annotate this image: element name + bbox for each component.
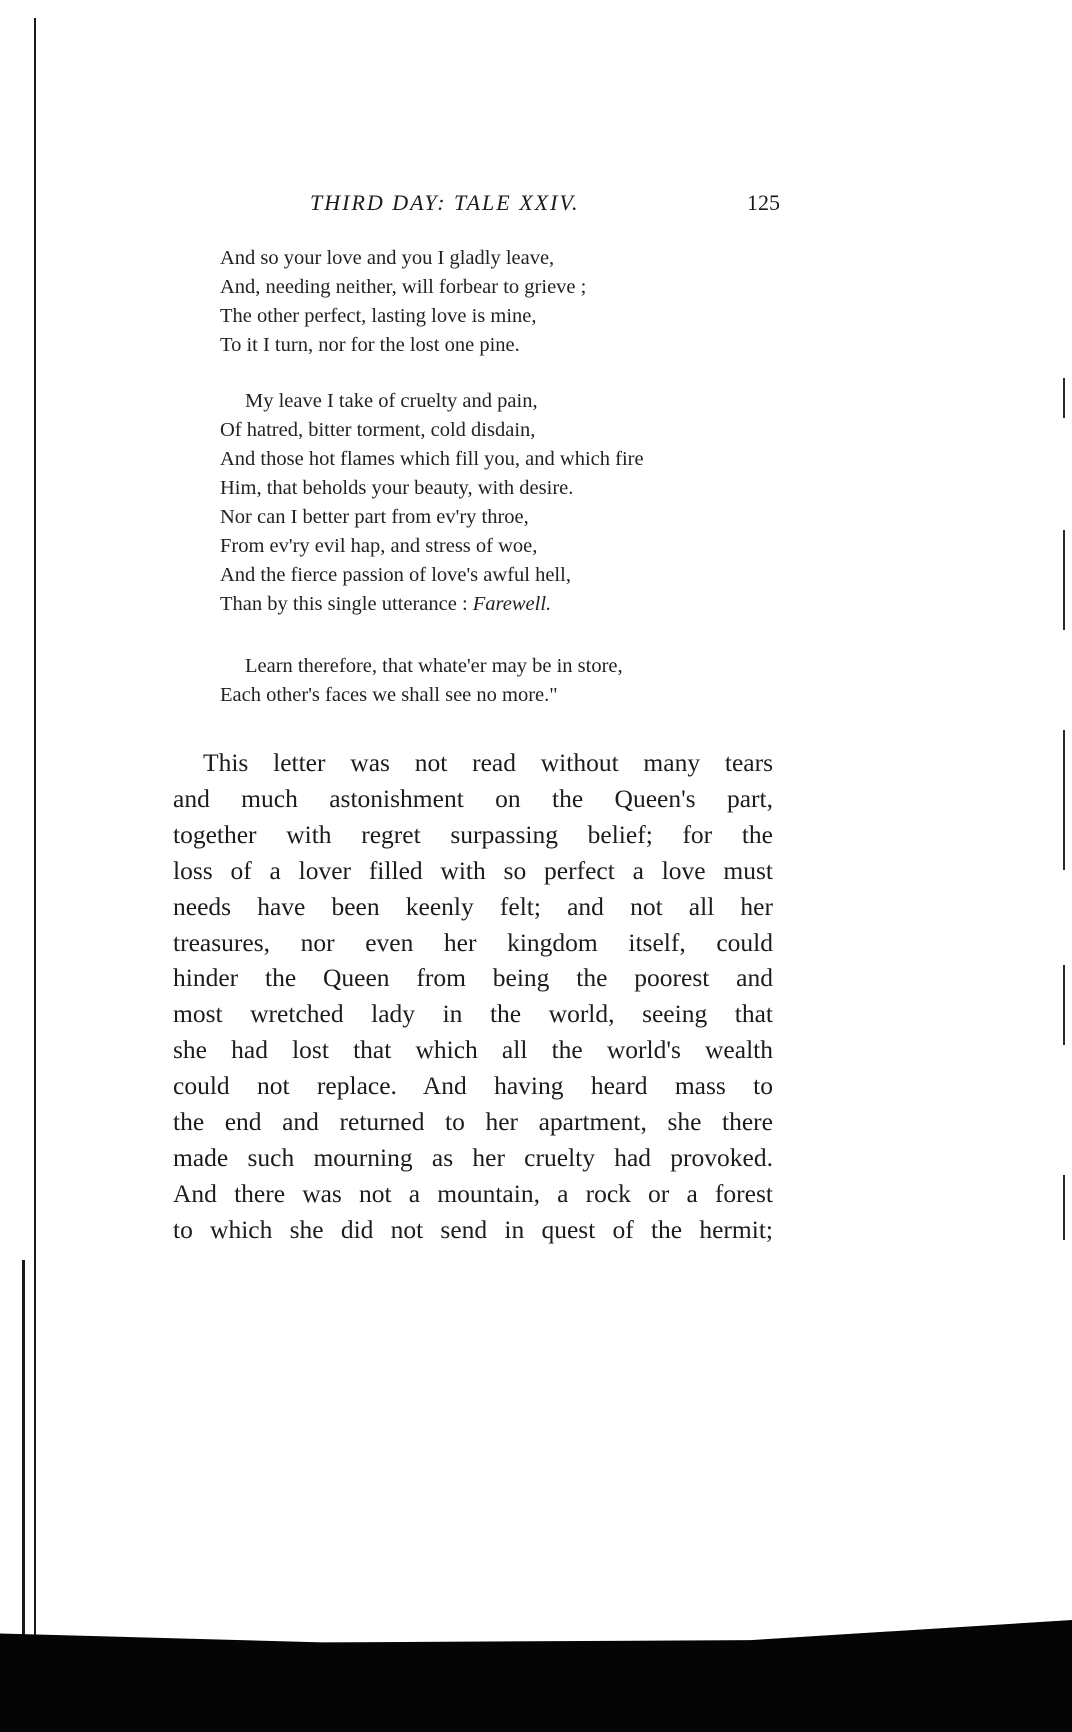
verse-stanza-3: [220, 652, 623, 710]
verse-line: To it I turn, nor for the lost one pine.: [220, 334, 520, 356]
prose-line: to which she did not send in quest of the hermit;: [173, 1214, 773, 1244]
scan-mark: [1063, 530, 1065, 630]
verse-stanza-1: [220, 244, 586, 360]
verse-line: Of hatred, bitter torment, cold disdain,: [220, 419, 536, 441]
prose-line: needs have been keenly felt; and not all her: [173, 891, 773, 921]
scan-mark: [1063, 1175, 1065, 1240]
verse-line: Each other's faces we shall see no more.": [220, 684, 558, 706]
verse-line: And those hot flames which fill you, and which fire: [220, 448, 644, 470]
farewell-word: Farewell.: [472, 593, 552, 615]
prose-line: together with regret surpassing belief; for the: [173, 819, 773, 849]
prose-line: most wretched lady in the world, seeing that: [173, 999, 773, 1029]
verse-line: My leave I take of cruelty and pain,: [245, 390, 538, 412]
verse-line: Nor can I better part from ev'ry throe,: [220, 506, 529, 528]
prose-paragraph: [173, 745, 773, 1248]
prose-line: This letter was not read without many tears: [203, 748, 773, 777]
prose-line: treasures, nor even her kingdom itself, could: [173, 927, 773, 957]
verse-line: From ev'ry evil hap, and stress of woe,: [220, 535, 538, 557]
page-number: 125: [747, 190, 780, 215]
scan-mark: [1063, 965, 1065, 1045]
binding-edge-shadow: [22, 1260, 25, 1680]
running-head: THIRD DAY: TALE XXIV.: [310, 190, 580, 215]
verse-line-text: Than by this single utterance :: [220, 593, 468, 615]
verse-line: And the fierce passion of love's awful hell,: [220, 564, 571, 586]
page-header: [310, 190, 780, 220]
verse-line: Him, that beholds your beauty, with desire.: [220, 477, 574, 499]
binding-edge-mark: [34, 18, 36, 1698]
verse-line: The other perfect, lasting love is mine,: [220, 305, 537, 327]
verse-line: Learn therefore, that whate'er may be in store,: [245, 655, 623, 677]
prose-line: could not replace. And having heard mass to: [173, 1071, 773, 1101]
prose-line: and much astonishment on the Queen's part,: [173, 783, 773, 813]
scan-bottom-shadow: [0, 1620, 1072, 1732]
scan-mark: [1063, 378, 1065, 418]
verse-line: And, needing neither, will forbear to grieve ;: [220, 276, 587, 298]
verse-stanza-2: [220, 387, 644, 619]
verse-line: [220, 590, 644, 619]
prose-line: And there was not a mountain, a rock or a forest: [173, 1178, 773, 1208]
prose-line: hinder the Queen from being the poorest and: [173, 963, 773, 993]
prose-line: she had lost that which all the world's wealth: [173, 1035, 773, 1065]
prose-line: the end and returned to her apartment, she there: [173, 1107, 773, 1137]
prose-line: made such mourning as her cruelty had provoked.: [173, 1142, 773, 1172]
verse-line: And so your love and you I gladly leave,: [220, 247, 555, 269]
scan-mark: [1063, 730, 1065, 870]
prose-line: loss of a lover filled with so perfect a love must: [173, 855, 773, 885]
